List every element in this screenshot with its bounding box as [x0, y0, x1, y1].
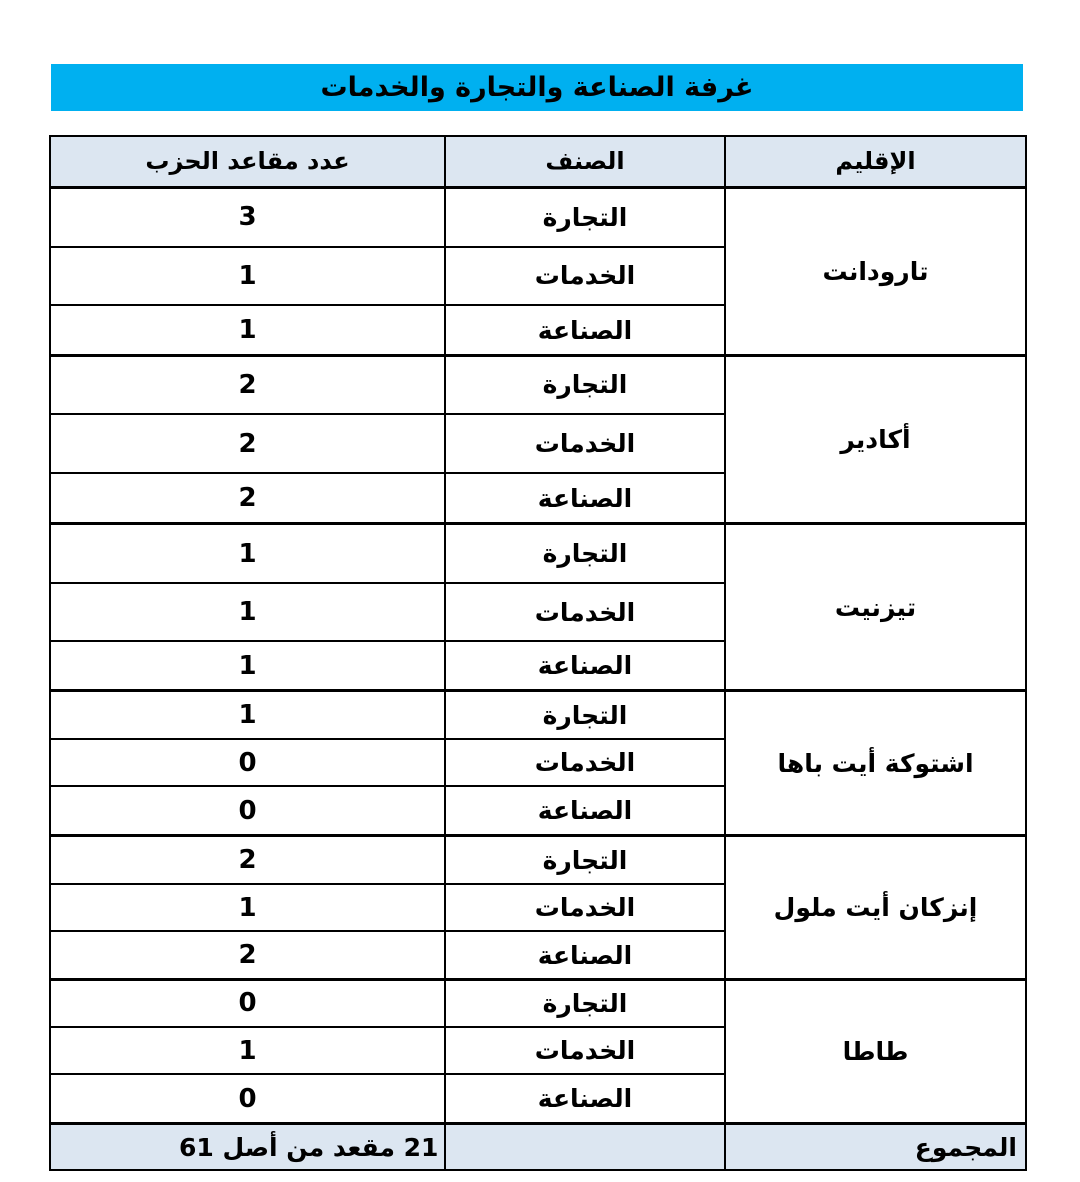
total-row — [50, 1124, 1026, 1170]
category-cell: الخدمات — [445, 1027, 725, 1074]
region-cell: إنزكان أيت ملول — [725, 836, 1026, 980]
total-label: المجموع — [725, 1124, 1026, 1170]
header-seats: عدد مقاعد الحزب — [50, 136, 445, 187]
seats-cell: 1 — [50, 1027, 445, 1074]
region-cell: أكادير — [725, 355, 1026, 523]
category-cell: الصناعة — [445, 931, 725, 979]
seats-cell: 2 — [50, 473, 445, 523]
category-cell: التجارة — [445, 187, 725, 246]
seats-cell: 2 — [50, 836, 445, 884]
seats-cell: 0 — [50, 739, 445, 786]
seats-cell: 2 — [50, 414, 445, 473]
seats-cell: 3 — [50, 187, 445, 246]
category-cell: الخدمات — [445, 414, 725, 473]
header-region: الإقليم — [725, 136, 1026, 187]
category-cell: الصناعة — [445, 473, 725, 523]
category-cell: التجارة — [445, 355, 725, 413]
seats-cell: 0 — [50, 786, 445, 835]
table-row — [50, 355, 1026, 413]
category-cell: الصناعة — [445, 1074, 725, 1123]
category-cell: الصناعة — [445, 786, 725, 835]
category-cell: الصناعة — [445, 305, 725, 355]
seats-cell: 1 — [50, 247, 445, 305]
category-cell: التجارة — [445, 691, 725, 739]
category-cell: التجارة — [445, 524, 725, 583]
table-row — [50, 980, 1026, 1027]
seats-cell: 1 — [50, 583, 445, 641]
category-cell: الصناعة — [445, 641, 725, 690]
seats-cell: 0 — [50, 1074, 445, 1123]
category-cell: التجارة — [445, 836, 725, 884]
table-row — [50, 524, 1026, 583]
seats-cell: 1 — [50, 305, 445, 355]
header-row — [50, 136, 1026, 187]
category-cell: الخدمات — [445, 739, 725, 786]
category-cell: الخدمات — [445, 884, 725, 931]
category-cell: التجارة — [445, 980, 725, 1027]
seats-cell: 0 — [50, 980, 445, 1027]
seats-cell: 1 — [50, 641, 445, 690]
header-category: الصنف — [445, 136, 725, 187]
category-cell: الخدمات — [445, 583, 725, 641]
region-cell: طاطا — [725, 980, 1026, 1124]
seats-table — [49, 135, 1027, 1171]
region-cell: تيزنيت — [725, 524, 1026, 691]
total-value: 21 مقعد من أصل 61 — [50, 1124, 445, 1170]
table-title: غرفة الصناعة والتجارة والخدمات — [51, 64, 1023, 111]
total-empty-cell — [445, 1124, 725, 1170]
table-row — [50, 187, 1026, 246]
table-row — [50, 836, 1026, 884]
seats-cell: 1 — [50, 691, 445, 739]
table-row — [50, 691, 1026, 739]
region-cell: تارودانت — [725, 187, 1026, 355]
region-cell: اشتوكة أيت باها — [725, 691, 1026, 836]
seats-cell: 2 — [50, 355, 445, 413]
seats-cell: 2 — [50, 931, 445, 979]
category-cell: الخدمات — [445, 247, 725, 305]
seats-cell: 1 — [50, 524, 445, 583]
seats-cell: 1 — [50, 884, 445, 931]
